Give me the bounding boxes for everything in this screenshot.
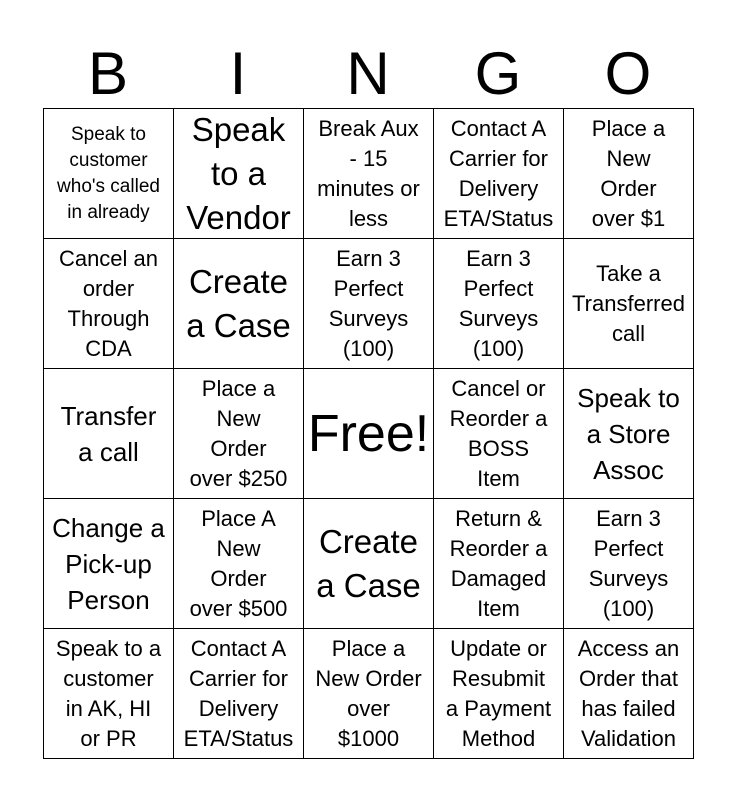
cell-label: Access an Order that has failed Validation (577, 635, 680, 751)
bingo-cell-r4c5[interactable] (564, 499, 694, 629)
bingo-cell-r2c5[interactable] (564, 239, 694, 369)
bingo-cell-r4c3[interactable] (304, 499, 434, 629)
bingo-cell-r2c2[interactable] (174, 239, 304, 369)
bingo-cell-r5c5[interactable] (564, 629, 694, 759)
cell-label: Place a New Order over $1000 (315, 635, 422, 751)
bingo-cell-r5c2[interactable] (174, 629, 304, 759)
header-letter-n: N (346, 40, 390, 107)
bingo-cell-r1c2[interactable] (174, 109, 304, 239)
header-letter-i: I (229, 40, 247, 107)
cell-label: Speak to a customer in AK, HI or PR (55, 635, 162, 751)
cell-label: Speak to a Vendor (186, 110, 291, 236)
cell-label: Speak to customer who's called in already (57, 123, 160, 223)
bingo-cell-free[interactable] (304, 369, 434, 499)
bingo-cell-r4c2[interactable] (174, 499, 304, 629)
cell-label: Speak to a Store Assoc (577, 382, 680, 485)
cell-label: Contact A Carrier for Delivery ETA/Status (183, 635, 294, 751)
bingo-cell-r1c5[interactable] (564, 109, 694, 239)
bingo-cell-r1c3[interactable] (304, 109, 434, 239)
free-space-label: Free! (307, 404, 430, 463)
cell-label: Earn 3 Perfect Surveys (100) (458, 245, 539, 361)
cell-label: Contact A Carrier for Delivery ETA/Status (443, 115, 554, 231)
bingo-cell-r4c4[interactable] (434, 499, 564, 629)
bingo-cell-r1c4[interactable] (434, 109, 564, 239)
cell-label: Transfer a call (60, 400, 157, 467)
bingo-cell-r2c1[interactable] (44, 239, 174, 369)
bingo-cell-r5c3[interactable] (304, 629, 434, 759)
cell-label: Change a Pick-up Person (52, 512, 165, 615)
bingo-cell-r4c1[interactable] (44, 499, 174, 629)
bingo-cell-r2c3[interactable] (304, 239, 434, 369)
bingo-cell-r5c4[interactable] (434, 629, 564, 759)
bingo-cell-r5c1[interactable] (44, 629, 174, 759)
header-letter-o: O (604, 40, 652, 107)
cell-label: Earn 3 Perfect Surveys (100) (328, 245, 409, 361)
header-letter-b: B (87, 40, 129, 107)
cell-label: Place a New Order over $1 (591, 115, 666, 231)
cell-label: Cancel or Reorder a BOSS Item (449, 375, 548, 491)
bingo-cell-r3c5[interactable] (564, 369, 694, 499)
bingo-board (43, 108, 694, 759)
bingo-cell-r2c4[interactable] (434, 239, 564, 369)
cell-label: Create a Case (316, 522, 421, 604)
cell-label: Return & Reorder a Damaged Item (449, 505, 548, 621)
bingo-header (43, 40, 693, 108)
cell-label: Earn 3 Perfect Surveys (100) (588, 505, 669, 621)
bingo-cell-r3c4[interactable] (434, 369, 564, 499)
bingo-cell-r1c1[interactable] (44, 109, 174, 239)
cell-label: Create a Case (186, 262, 291, 344)
cell-label: Take a Transferred call (572, 260, 685, 346)
cell-label: Place A New Order over $500 (189, 505, 288, 621)
cell-label: Update or Resubmit a Payment Method (445, 635, 552, 751)
header-letter-g: G (474, 40, 522, 107)
cell-label: Break Aux - 15 minutes or less (317, 115, 420, 231)
cell-label: Place a New Order over $250 (189, 375, 288, 491)
bingo-cell-r3c1[interactable] (44, 369, 174, 499)
bingo-cell-r3c2[interactable] (174, 369, 304, 499)
cell-label: Cancel an order Through CDA (58, 245, 159, 361)
